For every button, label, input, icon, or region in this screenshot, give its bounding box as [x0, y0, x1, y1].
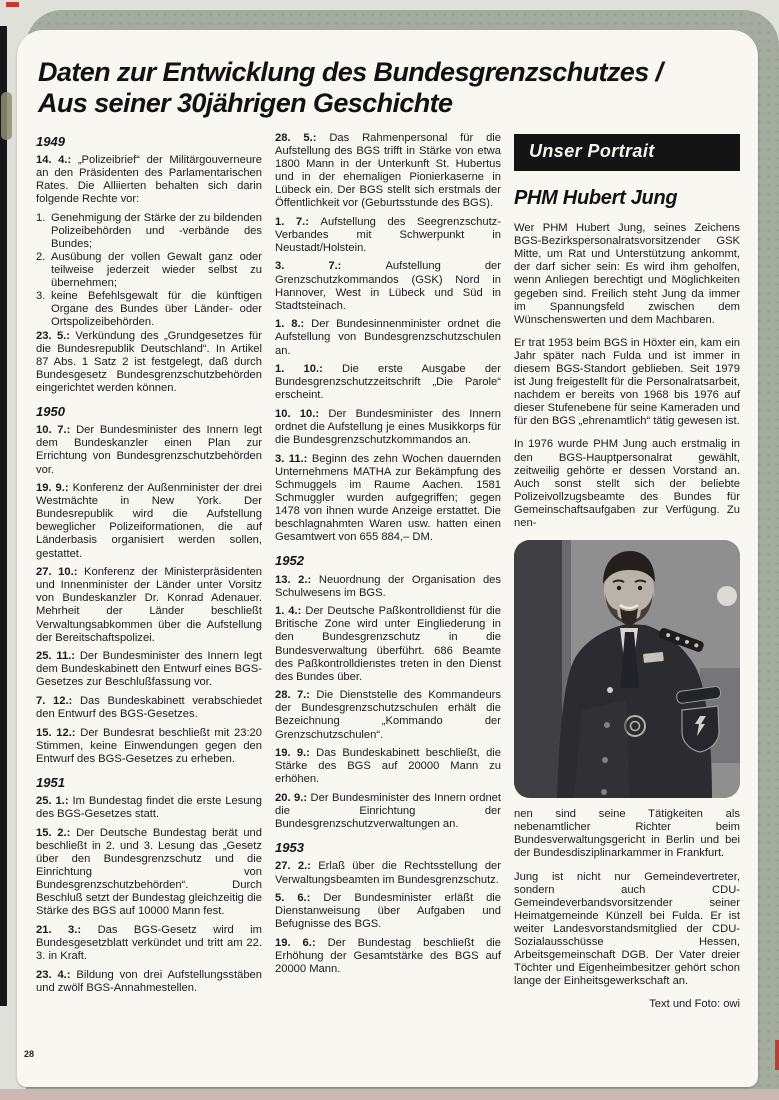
list-text: Ausübung der vollen Gewalt ganz oder teilweise jederzeit wieder selbst zu übernehmen; — [51, 250, 262, 290]
list-text: keine Befehlsgewalt für die künftigen Organe des Bundes über Länder- oder Ortspolizeibehörden. — [51, 290, 262, 329]
timeline-column-2 — [275, 132, 501, 1080]
entry-date: 7. 12.: — [36, 695, 80, 707]
timeline-entry: 23. 5.: Verkündung des „Grundgesetzes für die Bundesrepublik Deutschland“. In Artikel 87 Abs. 1 Satz 2 ist festgelegt, daß durch Bundesgesetz Bundesgrenzschutzbehörden eingerichtet werden können. — [36, 329, 262, 394]
article-title — [38, 57, 738, 120]
scan-bottom-edge — [0, 1089, 779, 1100]
portrait-paragraph: Er trat 1953 beim BGS in Höxter ein, kam ein Jahr später nach Fulda und ist immer in diesem BGS-Standort geblieben. Seit 1979 ist Jung freigestellt für die Personalratsarbeit, nachdem er bereits von 1968 bis 1976 auf dieser Stufenebene für seine Kameraden und für den BGS „ehrenamtlich“ tätig gewesen ist. — [514, 336, 740, 428]
page-number: 28 — [24, 1049, 35, 1059]
list-number: 3. — [36, 290, 46, 303]
entry-date: 1. 8.: — [275, 318, 312, 331]
list-number: 2. — [36, 250, 46, 263]
entry-date: 19. 9.: — [275, 747, 317, 760]
article-columns — [17, 132, 758, 1080]
entry-date: 10. 10.: — [275, 407, 329, 420]
portrait-photo — [514, 540, 740, 798]
portrait-text-top — [514, 222, 740, 530]
portrait-text-bottom — [514, 808, 740, 988]
scan-smudge — [1, 92, 12, 140]
year-heading: 1949 — [36, 133, 65, 149]
entry-date: 13. 2.: — [275, 573, 319, 586]
timeline-entry: 27. 10.: Konferenz der Ministerpräsidenten und Innenminister der Länder unter Vorsitz von Bundeskanzler Dr. Konrad Adenauer. Mehrheit der Länder beschließt Verwaltungsabkommen über die Aufstellung der Bereitschaftspolizei. — [36, 566, 262, 644]
timeline-entry: 19. 9.: Konferenz der Außenminister der drei Westmächte in New York. Der Bundesrepublik wird die Aufstellung beweglicher Polizeiformationen, die auf Länderbasis organisiert werden sollen, gestattet. — [36, 482, 262, 560]
timeline-entry: 14. 4.: „Polizeibrief“ der Militärgouverneure an den Präsidenten des Parlamentarischen Rates. Die Alliierten behalten sich darin folgende Rechte vor: — [36, 153, 262, 206]
timeline-column-1 — [36, 132, 262, 1080]
entry-date: 19. 6.: — [275, 936, 328, 949]
scan-binding-edge — [0, 26, 7, 1006]
entry-date: 27. 10.: — [36, 566, 85, 579]
portrait-banner — [514, 134, 740, 171]
timeline-entry: 25. 1.: Im Bundestag findet die erste Lesung des BGS-Gesetzes statt. — [36, 795, 262, 821]
timeline-entry: 3. 11.: Beginn des zehn Wochen dauernden Unternehmens MATHA zur Bekämpfung des Schmuggels im Raume Aachen. 1581 Schmuggler wurden aufgegriffen; gegen 1478 von ihnen wurde Anzeige erstattet. Die beschlagnahmten Waren usw. hatten einen Gesamtwert von 655 884,– DM. — [275, 452, 501, 544]
entry-date: 1. 10.: — [275, 363, 343, 376]
hubert-jung-photo-illustration — [514, 540, 740, 798]
entry-date: 23. 4.: — [36, 968, 77, 981]
timeline-entry: 20. 9.: Der Bundesminister des Innern ordnet die Einrichtung der Bundesgrenzschutzverwaltungen an. — [275, 791, 501, 831]
timeline-entry: 1. 10.: Die erste Ausgabe der Bundesgrenzschutzzeitschrift „Die Parole“ erscheint. — [275, 363, 501, 402]
timeline-entry: 10. 10.: Der Bundesminister des Innern ordnet die Aufstellung je eines Musikkorps für die Bundesgrenzschutzkommandos an. — [275, 407, 501, 447]
numbered-list-item — [36, 290, 262, 329]
entry-date: 14. 4.: — [36, 153, 78, 166]
scan-red-mark-right — [775, 1040, 779, 1070]
numbered-list-item — [36, 251, 262, 290]
entry-date: 1. 4.: — [275, 605, 306, 618]
timeline-entry: 25. 11.: Der Bundesminister des Innern legt dem Bundeskabinett den Entwurf eines BGS-Gesetzes zur Beschlußfassung vor. — [36, 650, 262, 689]
timeline-entry: 27. 2.: Erlaß über die Rechtsstellung der Verwaltungsbeamten im Bundesgrenzschutz. — [275, 860, 501, 886]
year-heading: 1953 — [275, 840, 304, 856]
portrait-paragraph: Wer PHM Hubert Jung, seines Zeichens BGS-Bezirkspersonalratsvorsitzender GSK Mitte, um Rat und Unterstützung ankommt, der darf sicher sein: Es wird ihm geholfen, wenn Anliegen berechtigt und Möglichkeiten gegeben sind. Freilich steht Jung da immer im Spannungsfeld zwischen dem Wünschenswerten und dem Machbaren. — [514, 222, 740, 326]
timeline-entry: 1. 4.: Der Deutsche Paßkontrolldienst für die Britische Zone wird unter Eingliederung in den Bundesgrenzschutz in die Bundesverwaltung überführt. 686 Beamte des Paßkontrolldienstes treten in den Dienst des Bundes über. — [275, 605, 501, 683]
entry-date: 15. 12.: — [36, 726, 81, 739]
timeline-entry: 3. 7.: Aufstellung der Grenzschutzkommandos (GSK) Nord in Hannover, West in Lübeck und Süd in Stadtsteinach. — [275, 260, 501, 312]
entry-date: 25. 11.: — [36, 650, 80, 663]
year-heading: 1952 — [275, 553, 304, 569]
timeline-entry: 1. 8.: Der Bundesinnenminister ordnet die Aufstellung von Bundesgrenzschutzschulen an. — [275, 318, 501, 357]
entry-date: 19. 9.: — [36, 482, 73, 495]
list-number: 1. — [36, 211, 46, 224]
entry-date: 28. 7.: — [275, 689, 317, 702]
year-heading: 1951 — [36, 774, 65, 790]
entry-date: 28. 5.: — [275, 131, 330, 144]
article-title-line1: Daten zur Entwicklung des Bundesgrenzschutzes / — [38, 57, 663, 87]
entry-date: 10. 7.: — [36, 424, 77, 437]
portrait-heading: PHM Hubert Jung — [514, 186, 678, 209]
entry-date: 3. 7.: — [275, 260, 386, 273]
entry-date: 27. 2.: — [275, 860, 319, 873]
timeline-entry: 15. 2.: Der Deutsche Bundestag berät und beschließt in 2. und 3. Lesung das „Gesetz über den Bundesgrenzschutz und die Einrichtung von Bundesgrenzschutzbehörden“. Durch Beschluß setzt der Bundestag gleichzeitig die Stärke des BGS auf 10000 Mann fest. — [36, 826, 262, 918]
timeline-entry: 10. 7.: Der Bundesminister des Innern legt dem Bundeskanzler einen Plan zur Errichtung von Bundesgrenzschutzbehörden vor. — [36, 424, 262, 476]
portrait-paragraph: In 1976 wurde PHM Jung auch erstmalig in den BGS-Hauptpersonalrat gewählt, zeitweilig gehörte er dessen Vorstand an. Auch sonst stellt sich der beliebte Polizeivollzugsbeamte des Bundes für Gemeinschaftsaufgaben zur Verfügung. Zu nen- — [514, 438, 740, 530]
timeline-entry: 1. 7.: Aufstellung des Seegrenzschutz-Verbandes mit Schwerpunkt in Neustadt/Holstein. — [275, 215, 501, 254]
entry-date: 21. 3.: — [36, 924, 98, 937]
year-heading: 1950 — [36, 404, 65, 420]
timeline-entry: 23. 4.: Bildung von drei Aufstellungsstäben und zwölf BGS-Annahmestellen. — [36, 968, 262, 994]
portrait-column — [514, 132, 740, 1080]
timeline-entry: 19. 6.: Der Bundestag beschließt die Erhöhung der Gesamtstärke des BGS auf 20000 Mann. — [275, 936, 501, 976]
timeline-entry: 15. 12.: Der Bundesrat beschließt mit 23:20 Stimmen, keine Einwendungen gegen den Entwurf des BGS-Gesetzes zu erheben. — [36, 726, 262, 765]
portrait-paragraph: nen sind seine Tätigkeiten als nebenamtlicher Richter beim Bundesverwaltungsgericht in Berlin und bei der Bundesdisziplinarkammer in Frankfurt. — [514, 808, 740, 860]
numbered-list-item — [36, 212, 262, 251]
timeline-entry: 7. 12.: Das Bundeskabinett verabschiedet den Entwurf des BGS-Gesetzes. — [36, 695, 262, 721]
list-text: Genehmigung der Stärke der zu bildenden Polizeibehörden und -verbände des Bundes; — [51, 211, 262, 250]
entry-date: 5. 6.: — [275, 892, 324, 905]
timeline-entry: 5. 6.: Der Bundesminister erläßt die Dienstanweisung über Aufgaben und Befugnisse des BGS. — [275, 892, 501, 931]
portrait-paragraph: Jung ist nicht nur Gemeindevertreter, sondern auch CDU-Gemeindeverbandsvorsitzender seiner Heimatgemeinde Künzell bei Fulda. Er ist weiter Landesvorstandsmitglied der CDU-Sozialausschüsse Hessen, Arbeitsgemeinschaft DGB. Der Vater dreier Töchter und Eigenheimbesitzer gehört schon lange der Einheitsgewerkschaft an. — [514, 870, 740, 988]
entry-date: 1. 7.: — [275, 215, 321, 228]
timeline-entry: 19. 9.: Das Bundeskabinett beschließt, die Stärke des BGS auf 20000 Mann zu erhöhen. — [275, 747, 501, 786]
entry-date: 23. 5.: — [36, 329, 76, 342]
timeline-entry: 28. 7.: Die Dienststelle des Kommandeurs der Bundesgrenzschutzschulen erhält die Bezeichnung „Kommando der Grenzschutzschulen“. — [275, 689, 501, 741]
article-title-line2: Aus seiner 30jährigen Geschichte — [38, 88, 453, 119]
portrait-banner-label: Unser Portrait — [529, 140, 655, 161]
timeline-entry: 13. 2.: Neuordnung der Organisation des Schulwesens im BGS. — [275, 573, 501, 599]
entry-date: 3. 11.: — [275, 452, 312, 465]
photo-doorway — [514, 540, 564, 798]
entry-date: 25. 1.: — [36, 795, 73, 808]
scan-red-mark-top — [6, 2, 19, 7]
entry-date: 20. 9.: — [275, 791, 311, 804]
entry-date: 15. 2.: — [36, 826, 77, 839]
photo-credit: Text und Foto: owi — [649, 998, 740, 1011]
magazine-page — [17, 30, 758, 1087]
timeline-entry: 21. 3.: Das BGS-Gesetz wird im Bundesgesetzblatt verkündet und tritt am 22. 3. in Kraft. — [36, 924, 262, 963]
timeline-entry: 28. 5.: Das Rahmenpersonal für die Aufstellung des BGS trifft in Stärke von etwa 1800 Mann in der Unterkunft St. Hubertus und in der ehemaligen Pionierkaserne in Lübeck ein. Der BGS stellt sich erstmals der Öffentlichkeit vor (Geburtsstunde des BGS). — [275, 131, 501, 210]
